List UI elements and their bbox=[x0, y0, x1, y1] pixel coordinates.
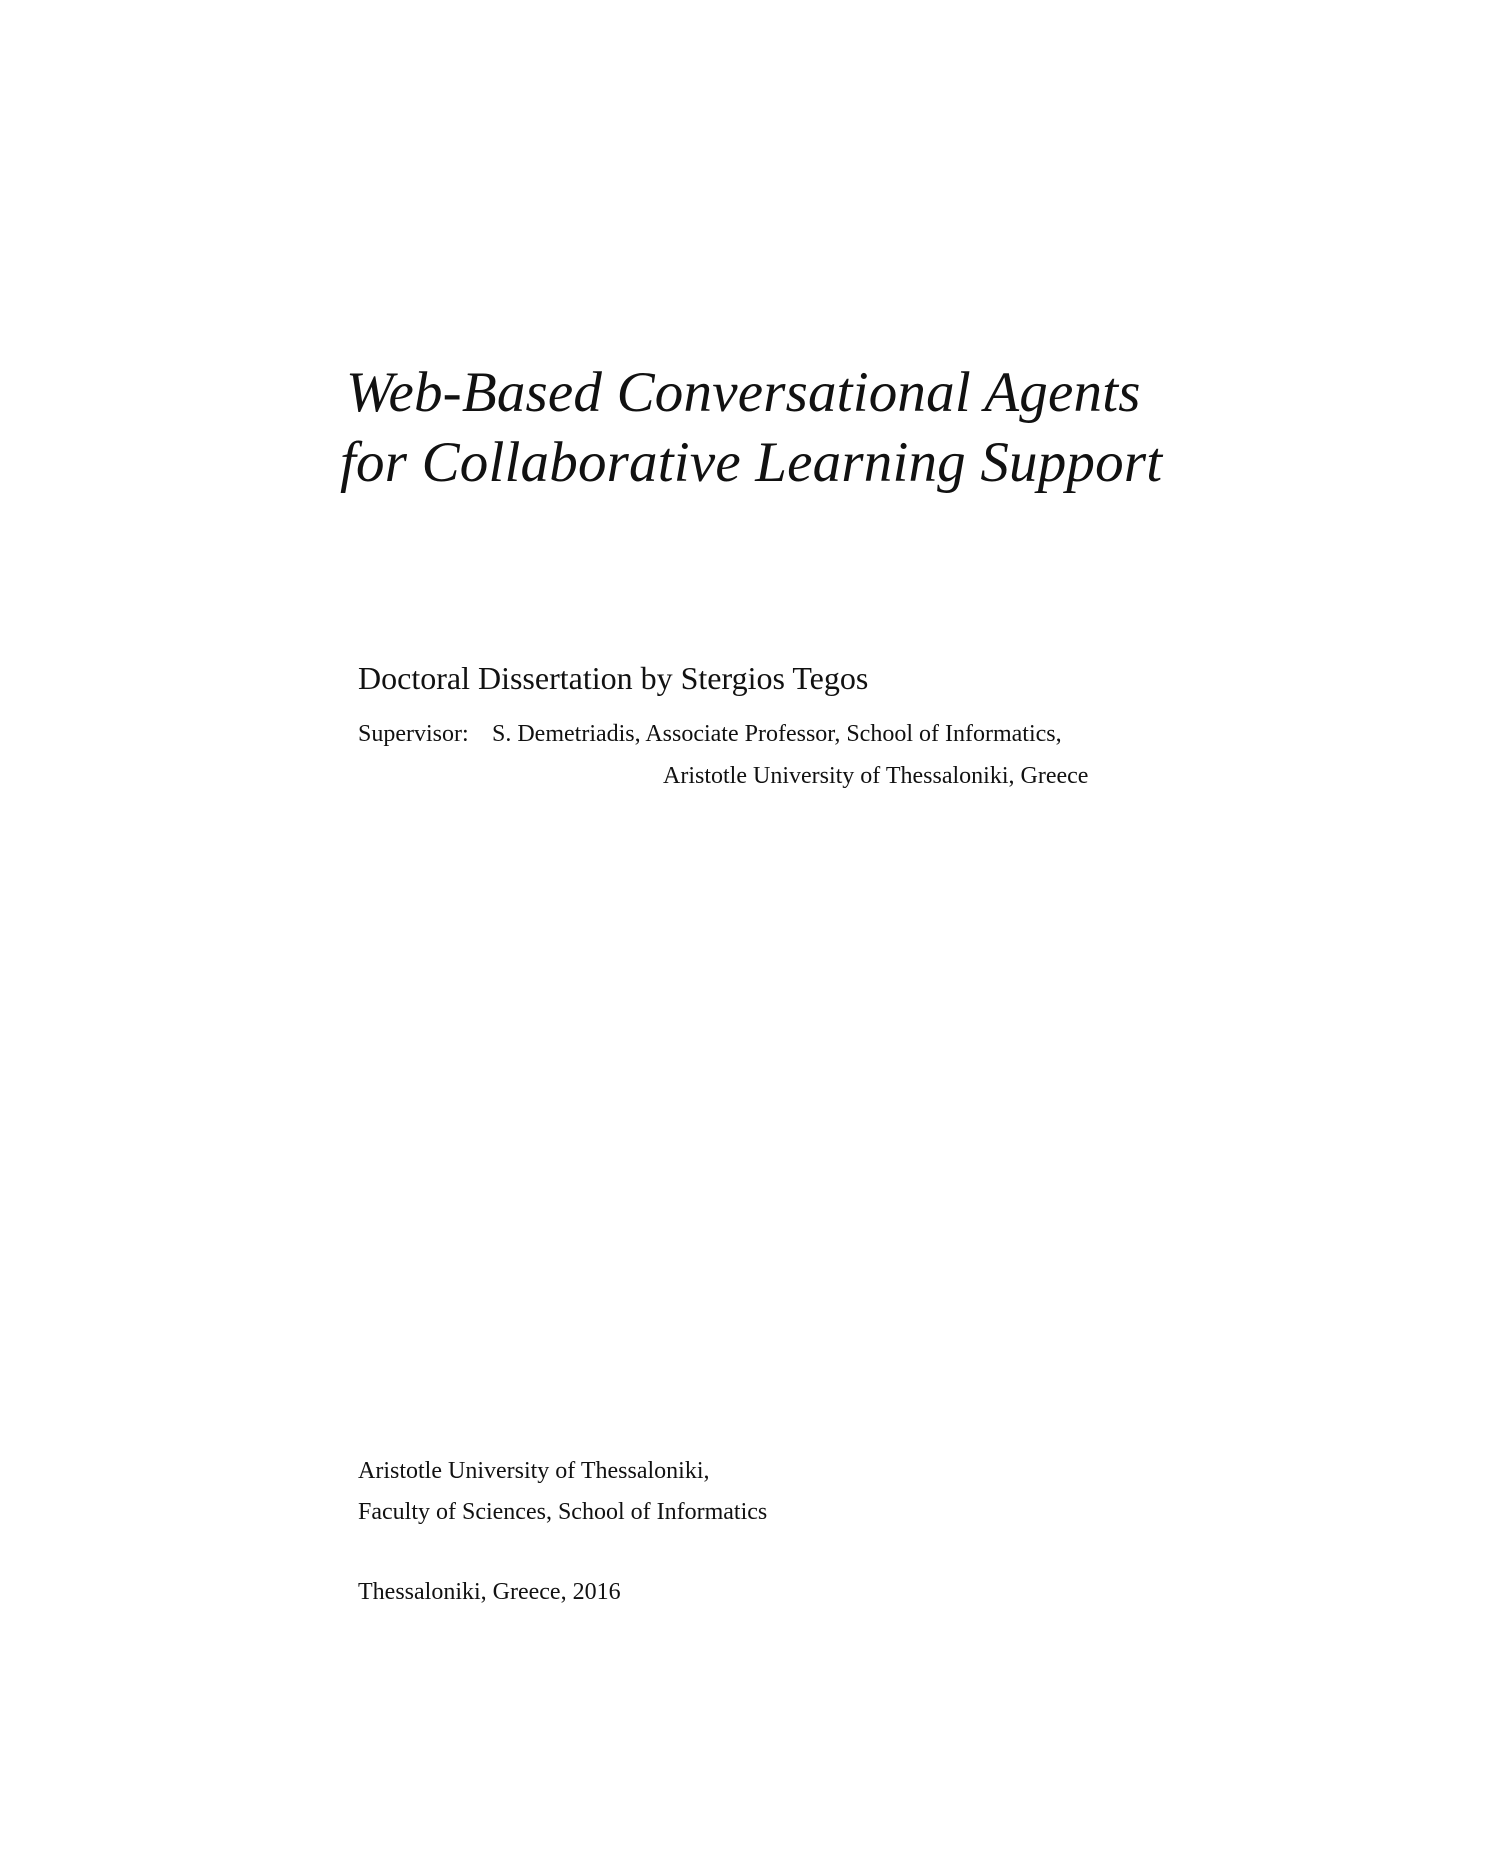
title-line-1: Web-Based Conversational Agents bbox=[346, 361, 1141, 424]
supervisor-label: Supervisor: bbox=[358, 721, 469, 747]
title-line-2: for Collaborative Learning Support bbox=[340, 431, 1163, 494]
institution-line-1: Aristotle University of Thessaloniki, bbox=[358, 1458, 710, 1484]
supervisor-line-1: S. Demetriadis, Associate Professor, School of Informatics, bbox=[492, 721, 1062, 747]
institution-line-2: Faculty of Sciences, School of Informatics bbox=[358, 1499, 768, 1525]
author-byline: Doctoral Dissertation by Stergios Tegos bbox=[358, 660, 869, 696]
supervisor-line-2: Aristotle University of Thessaloniki, Greece bbox=[663, 763, 1089, 789]
institution-block bbox=[358, 1451, 767, 1533]
supervisor-block bbox=[358, 713, 1088, 797]
place-and-date: Thessaloniki, Greece, 2016 bbox=[358, 1579, 621, 1605]
dissertation-title bbox=[340, 358, 1163, 498]
